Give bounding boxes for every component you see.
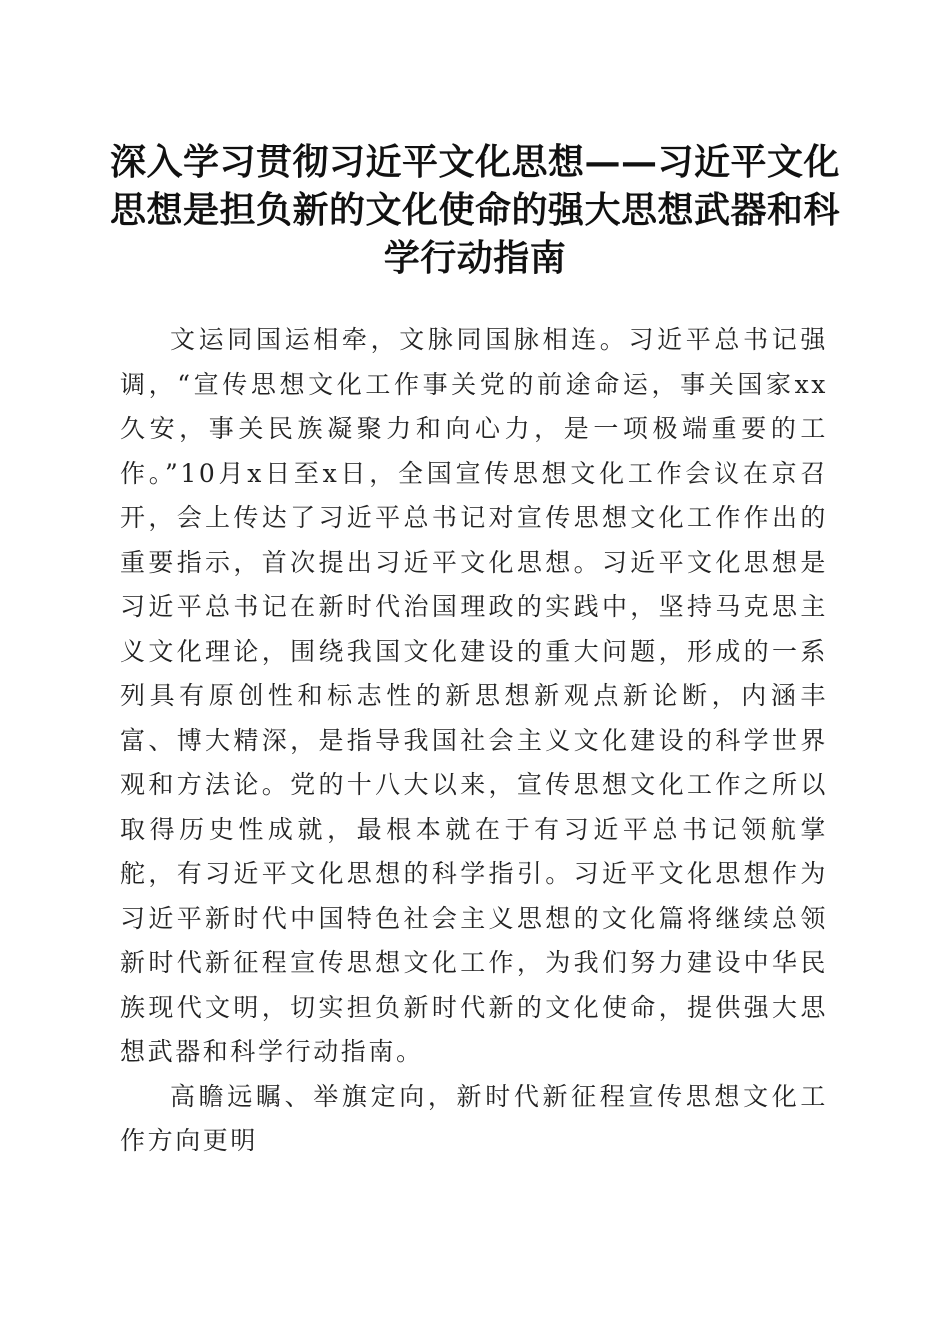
paragraph-1: 文运同国运相牵，文脉同国脉相连。习近平总书记强调，“宣传思想文化工作事关党的前途命运，事关国家xx久安，事关民族凝聚力和向心力，是一项极端重要的工作。”10月x日至x日，全国宣传思想文化工作会议在京召开，会上传达了习近平总书记对宣传思想文化工作作出的重要指示，首次提出习近平文化思想。习近平文化思想是习近平总书记在新时代治国理政的实践中，坚持马克思主义文化理论，围绕我国文化建设的重大问题，形成的一系列具有原创性和标志性的新思想新观点新论断，内涵丰富、博大精深，是指导我国社会主义文化建设的科学世界观和方法论。党的十八大以来，宣传思想文化工作之所以取得历史性成就，最根本就在于有习近平总书记领航掌舵，有习近平文化思想的科学指引。习近平文化思想作为习近平新时代中国特色社会主义思想的文化篇将继续总领新时代新征程宣传思想文化工作，为我们努力建设中华民族现代文明，切实担负新时代新的文化使命，提供强大思想武器和科学行动指南。	[120, 325, 828, 1066]
document-title: 深入学习贯彻习近平文化思想——习近平文化思想是担负新的文化使命的强大思想武器和科学行动指南	[110, 141, 841, 279]
document-body	[120, 318, 828, 1164]
paragraph-2: 高瞻远瞩、举旗定向，新时代新征程宣传思想文化工作方向更明	[120, 1081, 828, 1155]
